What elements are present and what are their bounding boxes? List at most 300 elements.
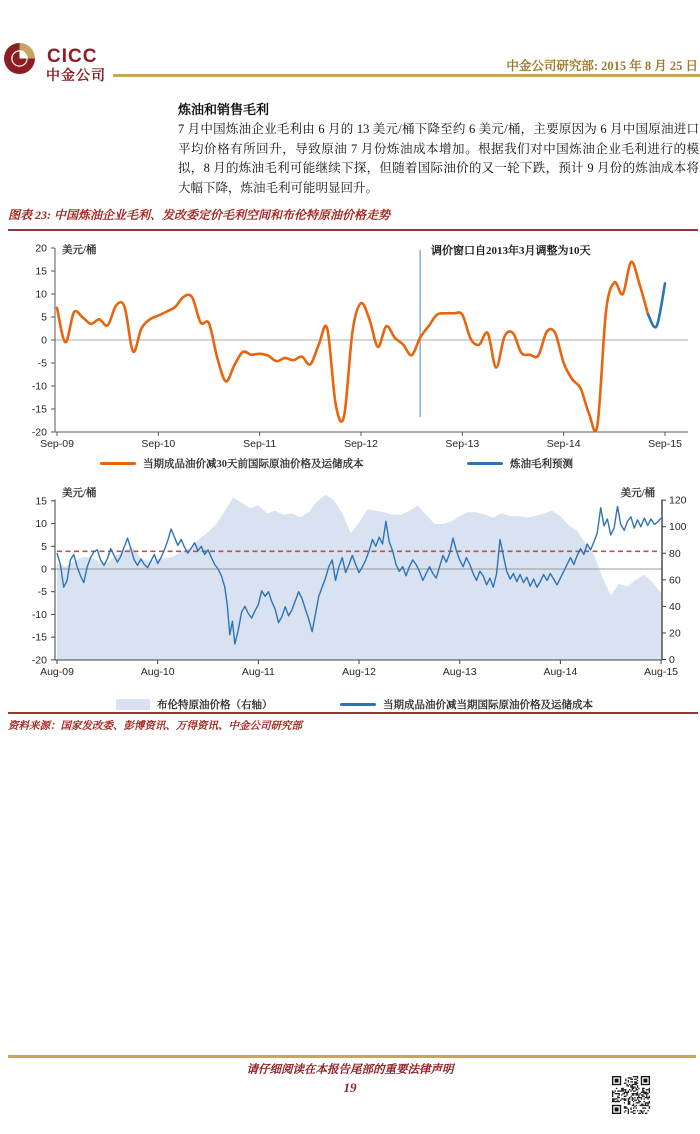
- qr-module: [615, 1090, 616, 1091]
- y-tick-label: 10: [35, 288, 47, 301]
- qr-module: [647, 1093, 648, 1094]
- qr-module: [649, 1096, 650, 1097]
- qr-module: [636, 1094, 637, 1095]
- chart1-pricing-window-annotation: 调价窗口自2013年3月调整为10天: [431, 245, 591, 257]
- qr-module: [628, 1113, 629, 1114]
- qr-module: [634, 1093, 635, 1094]
- x-tick-label: Sep-11: [243, 438, 277, 450]
- qr-module: [628, 1098, 629, 1099]
- x-tick-label: Sep-13: [445, 438, 480, 450]
- qr-module: [617, 1096, 618, 1097]
- qr-module: [619, 1097, 620, 1098]
- qr-module: [638, 1102, 639, 1103]
- qr-module: [634, 1083, 635, 1084]
- qr-module: [649, 1106, 650, 1107]
- qr-module: [633, 1105, 634, 1106]
- qr-module: [629, 1098, 630, 1099]
- qr-module: [640, 1097, 641, 1098]
- qr-module: [643, 1105, 644, 1106]
- qr-module: [619, 1101, 620, 1102]
- qr-module: [640, 1113, 641, 1114]
- qr-module: [643, 1090, 644, 1091]
- chart2-left-unit-label: 美元/桶: [62, 488, 97, 499]
- qr-module: [642, 1096, 643, 1097]
- qr-module: [617, 1093, 618, 1094]
- qr-module: [643, 1092, 644, 1093]
- qr-module: [645, 1105, 646, 1106]
- qr-module: [617, 1097, 618, 1098]
- qr-module: [615, 1098, 616, 1099]
- qr-module: [624, 1111, 625, 1112]
- qr-module: [612, 1100, 613, 1101]
- qr-module: [649, 1089, 650, 1090]
- qr-module: [632, 1085, 633, 1086]
- qr-module: [621, 1090, 622, 1091]
- qr-module: [617, 1090, 618, 1091]
- qr-module: [643, 1096, 644, 1097]
- qr-module: [636, 1084, 637, 1085]
- qr-module: [616, 1088, 617, 1089]
- qr-module: [649, 1102, 650, 1103]
- qr-module: [632, 1111, 633, 1112]
- qr-module: [619, 1093, 620, 1094]
- qr-module: [637, 1076, 638, 1077]
- qr-module: [637, 1085, 638, 1086]
- qr-module: [645, 1113, 646, 1114]
- chart1-refining-margin: [32, 243, 688, 451]
- qr-module: [634, 1106, 635, 1107]
- qr-module: [638, 1113, 639, 1114]
- qr-module: [617, 1100, 618, 1101]
- qr-module: [632, 1079, 633, 1080]
- qr-module: [612, 1090, 613, 1091]
- qr-module: [634, 1100, 635, 1101]
- qr-module: [638, 1094, 639, 1095]
- qr-module: [638, 1100, 639, 1101]
- qr-module: [643, 1101, 644, 1102]
- figure-caption: 图表 23: 中国炼油企业毛利、发改委定价毛利空间和布伦特原油价格走势: [8, 206, 698, 231]
- qr-module: [636, 1076, 637, 1077]
- qr-module: [624, 1102, 625, 1103]
- qr-module: [628, 1111, 629, 1112]
- qr-module: [636, 1105, 637, 1106]
- legend-item-product-price-minus-current-crude: [340, 697, 593, 712]
- qr-module: [624, 1100, 625, 1101]
- qr-module: [641, 1111, 642, 1112]
- qr-module: [642, 1090, 643, 1091]
- qr-module: [629, 1097, 630, 1098]
- qr-module: [641, 1110, 642, 1111]
- qr-module: [649, 1097, 650, 1098]
- legend-label: 布伦特原油价格（右轴）: [157, 700, 273, 711]
- qr-module: [636, 1100, 637, 1101]
- qr-module: [624, 1092, 625, 1093]
- qr-module: [645, 1107, 646, 1108]
- logo-chinese-text: 中金公司: [46, 67, 106, 83]
- blue-line-swatch: [340, 703, 376, 706]
- y-tick-label: -5: [37, 357, 47, 370]
- qr-module: [643, 1093, 644, 1094]
- qr-module: [636, 1083, 637, 1084]
- qr-module: [616, 1093, 617, 1094]
- qr-module: [628, 1081, 629, 1082]
- x-tick-label: Aug-11: [241, 666, 275, 678]
- qr-module: [622, 1089, 623, 1090]
- qr-module: [637, 1093, 638, 1094]
- qr-module: [638, 1097, 639, 1098]
- qr-module: [649, 1092, 650, 1093]
- qr-module: [613, 1092, 614, 1093]
- qr-finder: [643, 1079, 647, 1083]
- qr-module: [624, 1093, 625, 1094]
- qr-module: [612, 1101, 613, 1102]
- qr-module: [615, 1101, 616, 1102]
- legend-label: 当期成品油价减当期国际原油价格及运储成本: [383, 700, 593, 711]
- left-y-tick-label: 10: [35, 518, 47, 531]
- qr-module: [645, 1102, 646, 1103]
- x-tick-label: Sep-09: [40, 438, 74, 450]
- qr-module: [634, 1110, 635, 1111]
- x-tick-label: Aug-10: [140, 666, 175, 678]
- qr-module: [636, 1081, 637, 1082]
- qr-module: [637, 1097, 638, 1098]
- qr-module: [621, 1094, 622, 1095]
- qr-module: [645, 1104, 646, 1105]
- qr-module: [649, 1101, 650, 1102]
- qr-module: [637, 1102, 638, 1103]
- qr-module: [624, 1096, 625, 1097]
- qr-module: [633, 1104, 634, 1105]
- qr-module: [626, 1094, 627, 1095]
- y-tick-label: 5: [41, 311, 47, 324]
- left-y-tick-label: 5: [41, 540, 47, 553]
- qr-module: [625, 1106, 626, 1107]
- qr-module: [642, 1094, 643, 1095]
- qr-module: [624, 1083, 625, 1084]
- qr-module: [630, 1085, 631, 1086]
- qr-module: [626, 1107, 627, 1108]
- qr-module: [625, 1110, 626, 1111]
- qr-module: [640, 1105, 641, 1106]
- qr-module: [642, 1111, 643, 1112]
- x-tick-label: Aug-09: [40, 666, 74, 678]
- qr-module: [630, 1081, 631, 1082]
- qr-module: [636, 1089, 637, 1090]
- qr-module: [637, 1086, 638, 1087]
- qr-module: [637, 1110, 638, 1111]
- qr-module: [616, 1098, 617, 1099]
- qr-module: [612, 1096, 613, 1097]
- left-y-tick-label: 15: [35, 495, 47, 508]
- qr-module: [613, 1098, 614, 1099]
- qr-module: [645, 1092, 646, 1093]
- qr-finder: [615, 1107, 619, 1111]
- qr-module: [630, 1077, 631, 1078]
- qr-module: [626, 1085, 627, 1086]
- qr-module: [621, 1098, 622, 1099]
- qr-module: [612, 1094, 613, 1095]
- qr-module: [615, 1093, 616, 1094]
- qr-module: [642, 1104, 643, 1105]
- qr-module: [629, 1101, 630, 1102]
- qr-module: [620, 1090, 621, 1091]
- qr-module: [636, 1088, 637, 1089]
- qr-module: [634, 1076, 635, 1077]
- x-tick-label: Aug-13: [442, 666, 477, 678]
- logo-cicc-text: CICC: [47, 46, 98, 67]
- left-y-tick-label: -20: [31, 654, 47, 667]
- qr-module: [630, 1086, 631, 1087]
- qr-module: [646, 1092, 647, 1093]
- qr-module: [632, 1094, 633, 1095]
- qr-module: [633, 1093, 634, 1094]
- qr-module: [632, 1098, 633, 1099]
- right-y-tick-label: 0: [669, 654, 675, 666]
- qr-module: [647, 1098, 648, 1099]
- qr-module: [628, 1085, 629, 1086]
- qr-module: [637, 1098, 638, 1099]
- qr-module: [632, 1086, 633, 1087]
- qr-module: [640, 1101, 641, 1102]
- qr-module: [634, 1084, 635, 1085]
- qr-module: [628, 1090, 629, 1091]
- qr-module: [642, 1107, 643, 1108]
- x-tick-label: Sep-14: [546, 438, 581, 450]
- qr-module: [630, 1109, 631, 1110]
- qr-module: [642, 1113, 643, 1114]
- left-y-tick-label: -10: [31, 608, 47, 621]
- qr-module: [633, 1084, 634, 1085]
- qr-module: [628, 1092, 629, 1093]
- brent-price-area: [57, 495, 661, 660]
- legend-item-refining-margin-forecast: [467, 456, 573, 471]
- x-tick-label: Aug-15: [644, 666, 679, 678]
- qr-module: [647, 1110, 648, 1111]
- qr-module: [637, 1092, 638, 1093]
- section-title: 炼油和销售毛利: [178, 102, 270, 117]
- y-tick-label: -10: [31, 380, 47, 393]
- qr-code: [612, 1076, 650, 1114]
- qr-module: [646, 1105, 647, 1106]
- qr-module: [622, 1098, 623, 1099]
- qr-module: [646, 1089, 647, 1090]
- qr-module: [643, 1110, 644, 1111]
- qr-module: [637, 1080, 638, 1081]
- qr-module: [624, 1098, 625, 1099]
- chart2-right-unit-label: 美元/桶: [620, 488, 655, 499]
- qr-module: [641, 1104, 642, 1105]
- x-tick-label: Sep-15: [648, 438, 682, 450]
- qr-module: [632, 1081, 633, 1082]
- right-y-tick-label: 20: [669, 627, 681, 640]
- page-number: 19: [343, 1080, 357, 1095]
- qr-module: [649, 1088, 650, 1089]
- qr-module: [626, 1092, 627, 1093]
- right-y-tick-label: 40: [669, 600, 681, 613]
- qr-module: [643, 1107, 644, 1108]
- qr-module: [612, 1092, 613, 1093]
- qr-module: [628, 1077, 629, 1078]
- qr-module: [630, 1096, 631, 1097]
- area-swatch: [116, 699, 150, 710]
- qr-module: [637, 1089, 638, 1090]
- qr-module: [638, 1101, 639, 1102]
- qr-module: [647, 1105, 648, 1106]
- qr-module: [625, 1100, 626, 1101]
- qr-module: [641, 1094, 642, 1095]
- qr-module: [646, 1102, 647, 1103]
- qr-module: [636, 1107, 637, 1108]
- qr-module: [634, 1113, 635, 1114]
- qr-module: [638, 1088, 639, 1089]
- qr-module: [633, 1088, 634, 1089]
- qr-module: [646, 1097, 647, 1098]
- legend-item-product-price-minus-30d-crude: [100, 456, 364, 471]
- qr-module: [622, 1088, 623, 1089]
- qr-module: [628, 1101, 629, 1102]
- qr-module: [629, 1077, 630, 1078]
- qr-module: [632, 1100, 633, 1101]
- qr-module: [625, 1089, 626, 1090]
- qr-module: [646, 1094, 647, 1095]
- qr-module: [629, 1089, 630, 1090]
- qr-module: [625, 1079, 626, 1080]
- qr-module: [636, 1093, 637, 1094]
- x-tick-label: Sep-10: [141, 438, 176, 450]
- blue-forecast-series: [648, 283, 665, 327]
- qr-module: [647, 1089, 648, 1090]
- right-y-tick-label: 120: [669, 494, 687, 507]
- left-y-tick-label: 0: [41, 563, 47, 576]
- qr-module: [628, 1110, 629, 1111]
- qr-module: [636, 1102, 637, 1103]
- qr-module: [633, 1098, 634, 1099]
- qr-module: [633, 1076, 634, 1077]
- qr-module: [629, 1084, 630, 1085]
- qr-module: [628, 1100, 629, 1101]
- qr-module: [647, 1104, 648, 1105]
- qr-module: [617, 1101, 618, 1102]
- qr-module: [632, 1097, 633, 1098]
- qr-module: [645, 1093, 646, 1094]
- qr-module: [622, 1090, 623, 1091]
- left-y-tick-label: -5: [37, 586, 47, 599]
- qr-module: [632, 1084, 633, 1085]
- qr-module: [625, 1080, 626, 1081]
- blue-line-swatch: [467, 462, 503, 465]
- qr-module: [613, 1101, 614, 1102]
- qr-module: [626, 1093, 627, 1094]
- qr-module: [624, 1107, 625, 1108]
- right-y-tick-label: 100: [669, 521, 687, 534]
- qr-module: [646, 1093, 647, 1094]
- qr-module: [634, 1090, 635, 1091]
- qr-module: [620, 1100, 621, 1101]
- y-tick-label: -15: [31, 403, 47, 416]
- x-tick-label: Aug-12: [342, 666, 376, 678]
- y-tick-label: 20: [35, 242, 47, 255]
- qr-module: [647, 1102, 648, 1103]
- left-y-tick-label: -15: [31, 631, 47, 644]
- qr-module: [612, 1093, 613, 1094]
- orange-line-swatch: [100, 462, 136, 465]
- qr-module: [642, 1089, 643, 1090]
- qr-module: [630, 1111, 631, 1112]
- research-dept-date: 中金公司研究部: 2015 年 8 月 25 日: [506, 59, 698, 73]
- qr-module: [649, 1090, 650, 1091]
- x-tick-label: Aug-14: [543, 666, 578, 678]
- qr-module: [632, 1105, 633, 1106]
- qr-module: [642, 1088, 643, 1089]
- qr-module: [643, 1088, 644, 1089]
- qr-module: [641, 1092, 642, 1093]
- qr-module: [646, 1113, 647, 1114]
- qr-module: [641, 1098, 642, 1099]
- right-y-tick-label: 80: [669, 547, 681, 560]
- qr-module: [621, 1088, 622, 1089]
- qr-module: [619, 1090, 620, 1091]
- qr-module: [633, 1086, 634, 1087]
- source-note: 资料来源：国家发改委、彭博资讯、万得资讯、中金公司研究部: [8, 721, 302, 732]
- qr-module: [647, 1097, 648, 1098]
- qr-module: [637, 1077, 638, 1078]
- orange-margin-series: [57, 262, 648, 432]
- qr-module: [630, 1090, 631, 1091]
- qr-finder: [615, 1079, 619, 1083]
- qr-module: [621, 1089, 622, 1090]
- qr-module: [613, 1100, 614, 1101]
- qr-module: [633, 1101, 634, 1102]
- qr-module: [645, 1097, 646, 1098]
- x-tick-label: Sep-12: [344, 438, 378, 450]
- qr-module: [633, 1094, 634, 1095]
- qr-module: [616, 1101, 617, 1102]
- qr-module: [625, 1083, 626, 1084]
- qr-module: [625, 1092, 626, 1093]
- qr-module: [624, 1089, 625, 1090]
- qr-module: [634, 1081, 635, 1082]
- qr-module: [632, 1093, 633, 1094]
- qr-module: [628, 1080, 629, 1081]
- chart2-brent-and-margin: [32, 495, 687, 678]
- legend-item-brent-price: [116, 697, 273, 712]
- qr-module: [633, 1090, 634, 1091]
- qr-module: [633, 1113, 634, 1114]
- qr-module: [628, 1109, 629, 1110]
- qr-module: [625, 1098, 626, 1099]
- qr-module: [634, 1079, 635, 1080]
- qr-module: [632, 1088, 633, 1089]
- qr-module: [641, 1097, 642, 1098]
- legend-label: 当期成品油价减30天前国际原油价格及运储成本: [143, 459, 364, 470]
- qr-module: [625, 1096, 626, 1097]
- qr-module: [630, 1079, 631, 1080]
- qr-module: [634, 1097, 635, 1098]
- qr-module: [646, 1096, 647, 1097]
- qr-module: [622, 1093, 623, 1094]
- qr-module: [636, 1079, 637, 1080]
- qr-module: [630, 1107, 631, 1108]
- qr-module: [643, 1098, 644, 1099]
- chart1-unit-label: 美元/桶: [62, 245, 97, 256]
- qr-module: [638, 1096, 639, 1097]
- qr-module: [637, 1094, 638, 1095]
- qr-module: [633, 1107, 634, 1108]
- figure-bottom-rule: [8, 712, 698, 714]
- y-tick-label: 15: [35, 265, 47, 278]
- qr-module: [642, 1092, 643, 1093]
- qr-module: [637, 1083, 638, 1084]
